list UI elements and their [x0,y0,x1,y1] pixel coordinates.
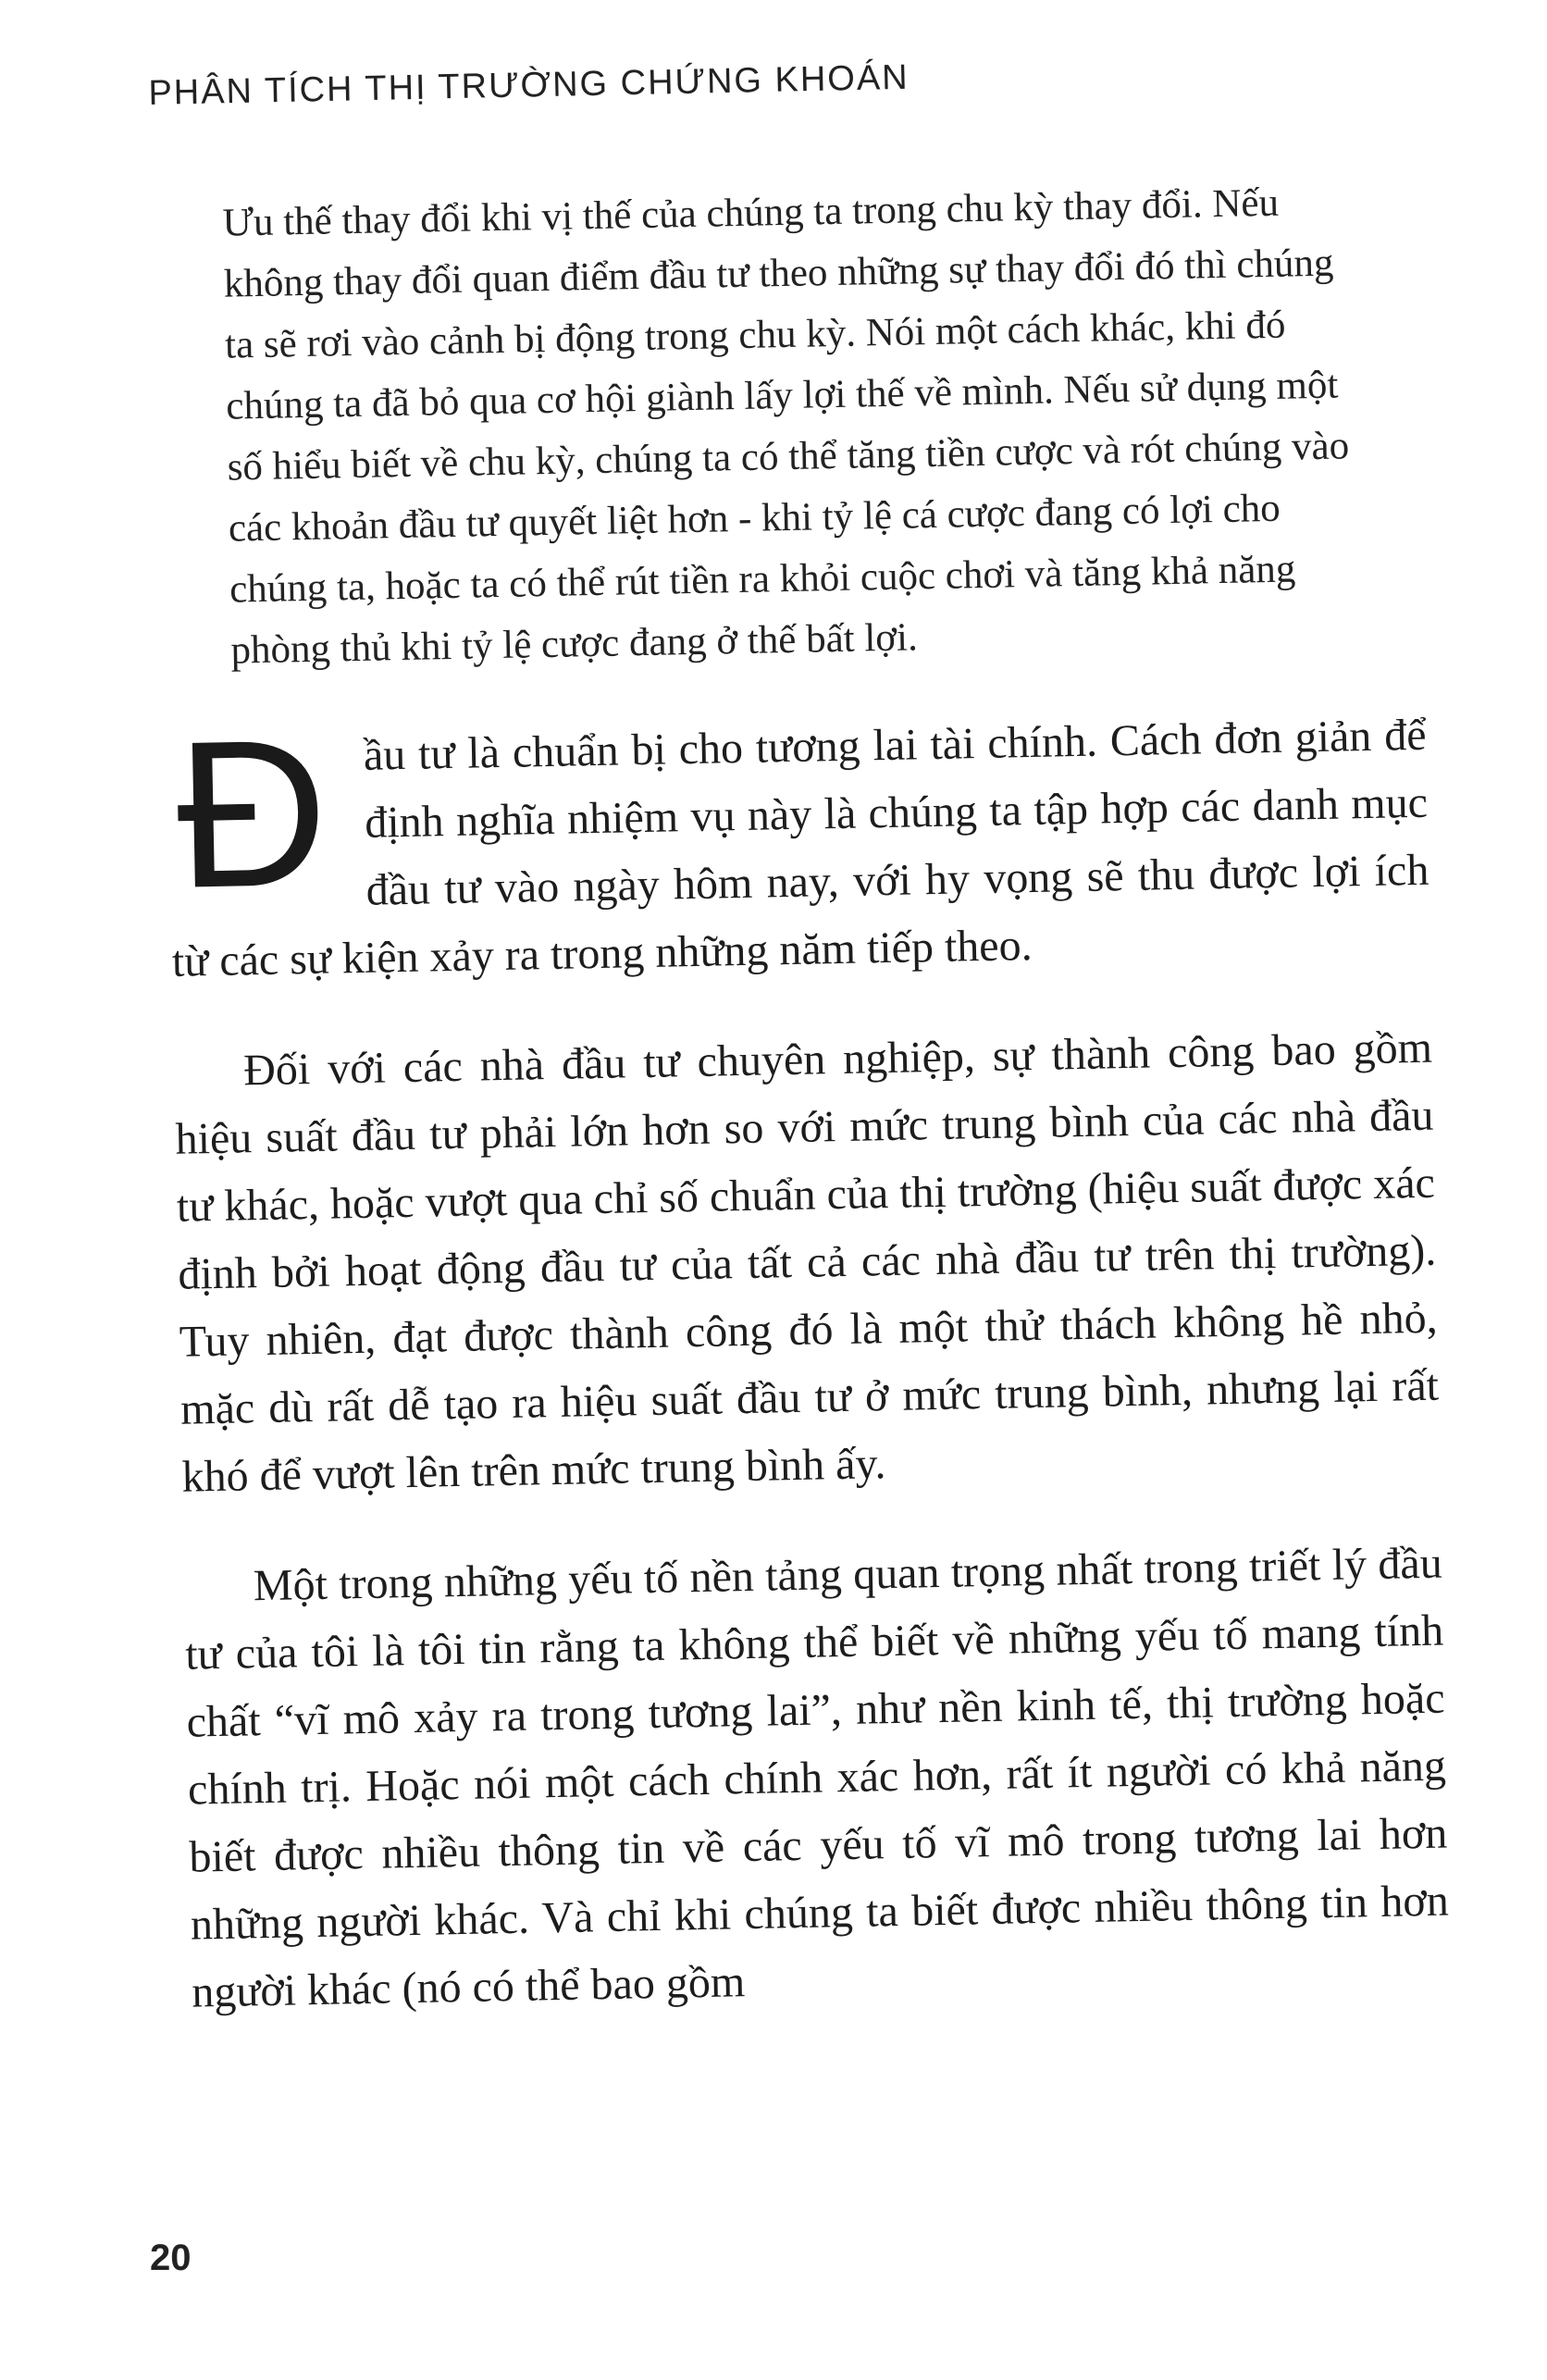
page-content [157,170,1451,2027]
paragraph-2: Đối với các nhà đầu tư chuyên nghiệp, sự thành công bao gồm hiệu suất đầu tư phải lớn hơn so với mức trung bình của các nhà đầu tư khác, hoặc vượt qua chỉ số chuẩn của thị trường (hiệu suất được xác định bởi hoạt động đầu tư của tất cả các nhà đầu tư trên thị trường). Tuy nhiên, đạt được thành công đó là một thử thách không hề nhỏ, mặc dù rất dễ tạo ra hiệu suất đầu tư ở mức trung bình, nhưng lại rất khó để vượt lên trên mức trung bình ấy. [175,1023,1440,1502]
running-header: PHÂN TÍCH THỊ TRƯỜNG CHỨNG KHOÁN [148,57,910,113]
drop-cap-letter: Đ [174,694,330,932]
paragraph-2-block [174,1014,1442,1511]
pull-quote: Ưu thế thay đổi khi vị thế của chúng ta trong chu kỳ thay đổi. Nếu không thay đổi quan điểm đầu tư theo những sự thay đổi đó thì chúng ta sẽ rơi vào cảnh bị động trong chu kỳ. Nói một cách khác, khi đó chúng ta đã bỏ qua cơ hội giành lấy lợi thế về mình. Nếu sử dụng một số hiểu biết về chu kỳ, chúng ta có thể tăng tiền cược và rót chúng vào các khoản đầu tư quyết liệt hơn - khi tỷ lệ cá cược đang có lợi cho chúng ta, hoặc ta có thể rút tiền ra khỏi cuộc chơi và tăng khả năng phòng thủ khi tỷ lệ cược đang ở thế bất lợi. [222,180,1350,673]
paragraph-1 [167,694,1430,996]
dropcap-paragraph [167,694,1430,996]
paragraph-3-block [183,1530,1451,2027]
paragraph-1-text: ầu tư là chuẩn bị cho tương lai tài chính. Cách đơn giản để định nghĩa nhiệm vụ này là chúng ta tập hợp các danh mục đầu tư vào ngày hôm nay, với hy vọng sẽ thu được lợi ích từ các sự kiện xảy ra trong những năm tiếp theo. [171,710,1429,986]
page-number: 20 [150,2237,192,2278]
paragraph-3: Một trong những yếu tố nền tảng quan trọng nhất trong triết lý đầu tư của tôi là tôi tin rằng ta không thể biết về những yếu tố mang tính chất “vĩ mô xảy ra trong tương lai”, như nền kinh tế, thị trường hoặc chính trị. Hoặc nói một cách chính xác hơn, rất ít người có khả năng biết được nhiều thông tin về các yếu tố vĩ mô trong tương lai hơn những người khác. Và chỉ khi chúng ta biết được nhiều thông tin hơn người khác (nó có thể bao gồm [184,1538,1450,2017]
